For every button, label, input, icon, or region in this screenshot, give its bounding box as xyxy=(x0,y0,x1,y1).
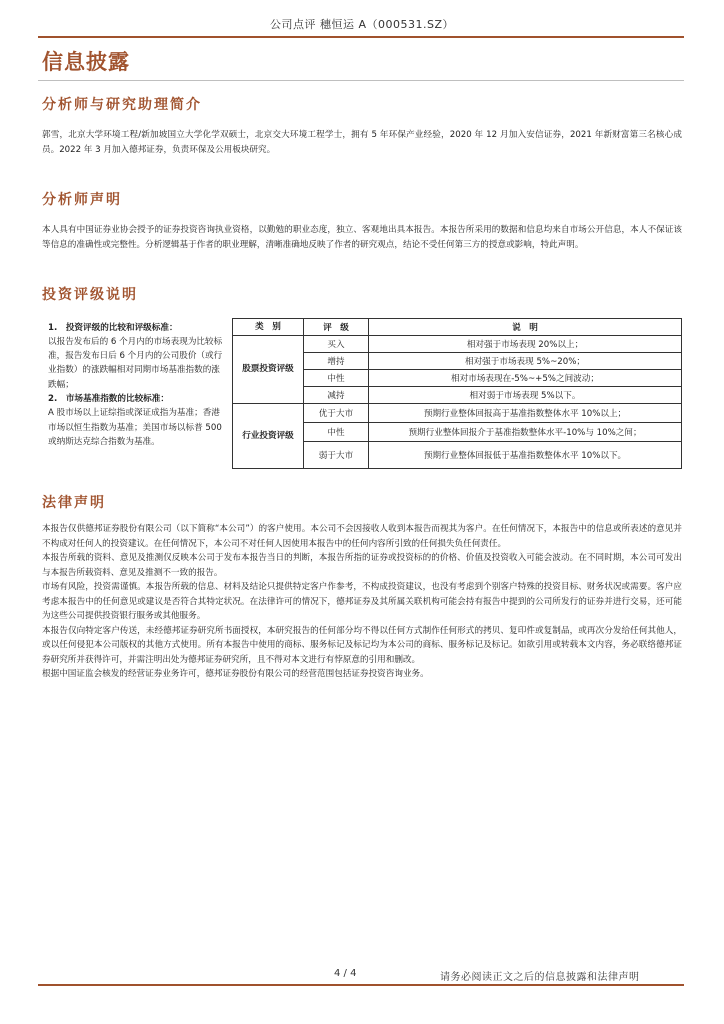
benchmark-text: A 股市场以上证综指或深证成指为基准；香港市场以恒生指数为基准；美国市场以标普 500 或纳斯达克综合指数为基准。 xyxy=(48,408,222,447)
header-category: 类 别 xyxy=(233,319,304,336)
rating-cell: 中性 xyxy=(304,423,369,442)
legal-paragraph: 根据中国证监会核发的经营证券业务许可，德邦证券股份有限公司的经营范围包括证券投资咨询业务。 xyxy=(42,669,429,679)
header-explanation: 说 明 xyxy=(369,319,682,336)
table-header-row xyxy=(42,319,682,336)
explanation-cell: 相对弱于市场表现 5%以下。 xyxy=(369,387,682,404)
explanation-cell: 预期行业整体回报高于基准指数整体水平 10%以上； xyxy=(369,404,682,423)
rating-table xyxy=(42,318,682,469)
footer-disclaimer: 请务必阅读正文之后的信息披露和法律声明 xyxy=(440,972,640,983)
rating-cell: 弱于大市 xyxy=(304,442,369,469)
explanation-cell: 预期行业整体回报低于基准指数整体水平 10%以下。 xyxy=(369,442,682,469)
analyst-profile-heading: 分析师与研究助理简介 xyxy=(42,97,202,113)
header-divider xyxy=(38,36,684,38)
industry-rating-category: 行业投资评级 xyxy=(233,404,304,469)
rating-cell: 增持 xyxy=(304,353,369,370)
analyst-profile-text: 郭雪，北京大学环境工程/新加坡国立大学化学双硕士，北京交大环境工程学士，拥有 5 年环保产业经验，2020 年 12 月加入安信证券，2021 年新财富第三名核心成员。2022 年 3 月加入德邦证券，负责环保及公用板块研究。 xyxy=(42,130,682,155)
rating-cell: 买入 xyxy=(304,336,369,353)
page-title: 信息披露 xyxy=(42,49,130,74)
benchmark-label: 2. 市场基准指数的比较标准： xyxy=(48,393,169,404)
rating-criteria-label: 1. 投资评级的比较和评级标准： xyxy=(48,322,178,333)
rating-cell: 中性 xyxy=(304,370,369,387)
title-divider xyxy=(38,80,684,81)
footer-divider xyxy=(38,984,684,986)
legal-text xyxy=(42,522,682,682)
explanation-cell: 预期行业整体回报介于基准指数整体水平-10%与 10%之间； xyxy=(369,423,682,442)
explanation-cell: 相对市场表现在-5%~+5%之间波动； xyxy=(369,370,682,387)
header-rating: 评 级 xyxy=(304,319,369,336)
page-number: 4 / 4 xyxy=(334,968,357,979)
rating-cell: 优于大市 xyxy=(304,404,369,423)
legal-paragraph: 本报告所载的资料、意见及推测仅反映本公司于发布本报告当日的判断，本报告所指的证券或投资标的的价格、价值及投资收入可能会波动。在不同时期，本公司可发出与本报告所载资料、意见及推测不一致的报告。 xyxy=(42,553,682,578)
analyst-statement-text: 本人具有中国证券业协会授予的证券投资咨询执业资格，以勤勉的职业态度，独立、客观地出具本报告。本报告所采用的数据和信息均来自市场公开信息，本人不保证该等信息的准确性或完整性。分析逻辑基于作者的职业理解，清晰准确地反映了作者的研究观点，结论不受任何第三方的授意或影响，特此声明。 xyxy=(42,225,682,250)
rating-heading: 投资评级说明 xyxy=(42,287,138,303)
explanation-cell: 相对强于市场表现 5%~20%； xyxy=(369,353,682,370)
rating-description xyxy=(42,319,233,469)
legal-heading: 法律声明 xyxy=(42,495,106,511)
legal-paragraph: 市场有风险，投资需谨慎。本报告所载的信息、材料及结论只提供特定客户作参考，不构成投资建议，也没有考虑到个别客户特殊的投资目标、财务状况或需要。客户应考虑本报告中的任何意见或建议是否符合其特定状况。在法律许可的情况下，德邦证券及其所属关联机构可能会持有报告中提到的公司所发行的证券并进行交易，还可能为这些公司提供投资银行服务或其他服务。 xyxy=(42,582,682,621)
report-header: 公司点评 穗恒运 A（000531.SZ） xyxy=(269,18,455,31)
rating-criteria-text: 以报告发布后的 6 个月内的市场表现为比较标准，报告发布日后 6 个月内的公司股价（或行业指数）的涨跌幅相对同期市场基准指数的涨跌幅； xyxy=(48,336,223,390)
legal-paragraph: 本报告仅向特定客户传送，未经德邦证券研究所书面授权，本研究报告的任何部分均不得以任何方式制作任何形式的拷贝、复印件或复制品，或再次分发给任何其他人，或以任何侵犯本公司版权的其他方式使用。所有本报告中使用的商标、服务标记及标记均为本公司的商标、服务标记及标记。如欲引用或转载本文内容，务必联络德邦证券研究所并获得许可，并需注明出处为德邦证券研究所，且不得对本文进行有悖原意的引用和删改。 xyxy=(42,625,682,665)
explanation-cell: 相对强于市场表现 20%以上； xyxy=(369,336,682,353)
legal-paragraph: 本报告仅供德邦证券股份有限公司（以下简称“本公司”）的客户使用。本公司不会因接收人收到本报告而视其为客户。在任何情况下，本报告中的信息或所表述的意见并不构成对任何人的投资建议。在任何情况下，本公司不对任何人因使用本报告中的任何内容所引致的任何损失负任何责任。 xyxy=(42,524,682,549)
stock-rating-category: 股票投资评级 xyxy=(233,336,304,404)
rating-cell: 减持 xyxy=(304,387,369,404)
analyst-statement-heading: 分析师声明 xyxy=(42,192,122,208)
